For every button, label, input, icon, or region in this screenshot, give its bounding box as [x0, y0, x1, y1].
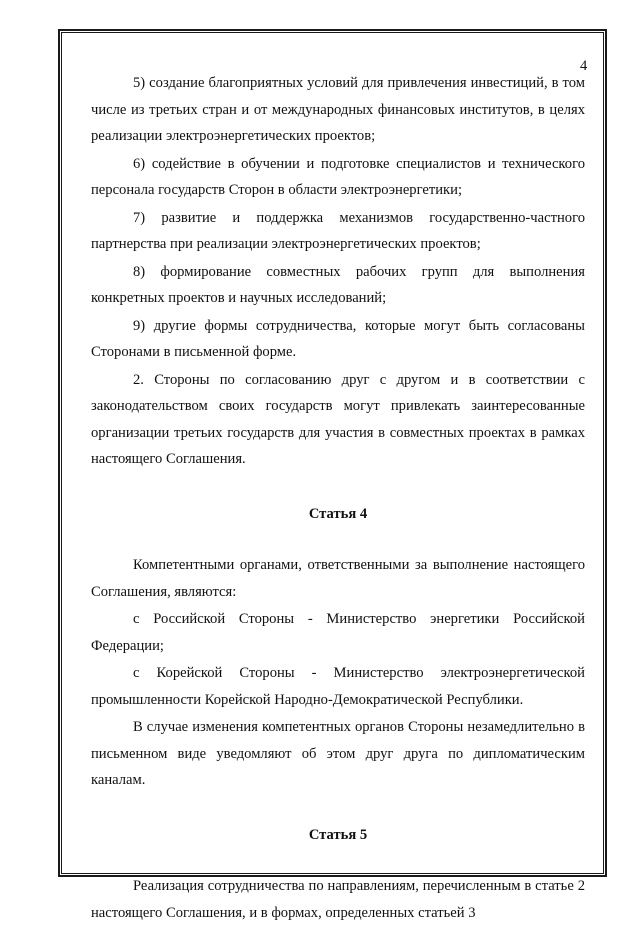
- article-4-korean-side: с Корейской Стороны - Министерство электроэнергетической промышленности Корейской Народно-Демократической Республики.: [91, 665, 585, 708]
- list-item-6: 6) содействие в обучении и подготовке специалистов и технического персонала государств Сторон в области электроэнергетики;: [91, 155, 585, 198]
- article-5-text: Реализация сотрудничества по направлениям, перечисленным в статье 2 настоящего Соглашения, и в формах, определенных статьей 3: [91, 878, 585, 921]
- article-5-heading: Статья 5: [308, 826, 368, 843]
- list-item-8: 8) формирование совместных рабочих групп для выполнения конкретных проектов и научных исследований;: [91, 263, 585, 306]
- article-4-intro: Компетентными органами, ответственными за выполнение настоящего Соглашения, являются:: [91, 557, 585, 600]
- document-body: [91, 70, 585, 926]
- article-4-russian-side: с Российской Стороны - Министерство энергетики Российской Федерации;: [91, 611, 585, 654]
- article-4-change-notice: В случае изменения компетентных органов Стороны незамедлительно в письменном виде уведомляют об этом друг друга по дипломатическим каналам.: [91, 719, 585, 788]
- list-item-5: 5) создание благоприятных условий для привлечения инвестиций, в том числе из третьих стран и от международных финансовых институтов, в целях реализации электроэнергетических проектов;: [91, 75, 585, 144]
- article-4-heading: Статья 4: [308, 505, 368, 522]
- list-item-9: 9) другие формы сотрудничества, которые могут быть согласованы Сторонами в письменной форме.: [91, 317, 585, 360]
- page-number: 4: [580, 58, 588, 74]
- paragraph-2: 2. Стороны по согласованию друг с другом и в соответствии с законодательством своих государств могут привлекать заинтересованные организации третьих государств для участия в совместных проектах в рамках настоящего Соглашения.: [91, 371, 585, 467]
- list-item-7: 7) развитие и поддержка механизмов государственно-частного партнерства при реализации электроэнергетических проектов;: [91, 209, 585, 252]
